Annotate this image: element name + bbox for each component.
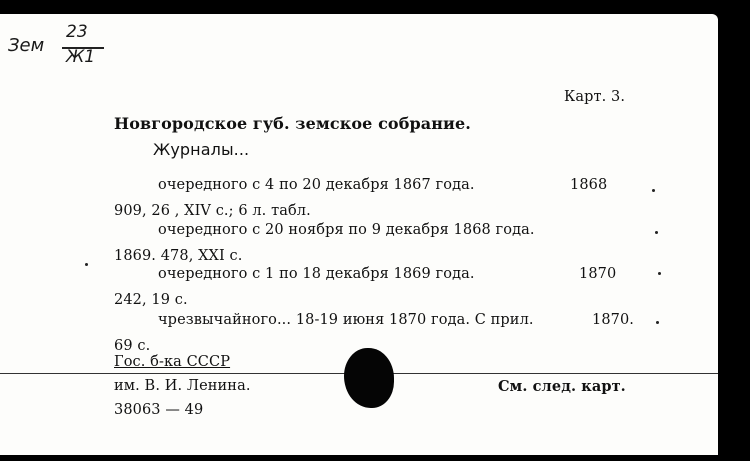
entry-4-year: 1870. <box>592 312 635 328</box>
handwritten-fraction-bottom: Ж1 <box>66 47 96 67</box>
entry-3-title: очередного с 1 по 18 декабря 1869 года. <box>158 266 475 282</box>
entry-1-year: 1868 <box>570 177 608 193</box>
ink-stamp <box>344 348 394 408</box>
catalog-card <box>0 14 718 455</box>
speck <box>656 321 659 324</box>
card-heading: Новгородское губ. земское собрание. <box>114 114 471 133</box>
see-next-card: См. след. карт. <box>498 378 626 395</box>
handwritten-fraction-top: 23 <box>66 22 88 42</box>
library-name: им. В. И. Ленина. <box>114 378 251 394</box>
entry-4-title: чрезвычайного... 18-19 июня 1870 года. С прил. <box>158 312 534 328</box>
library-label: Гос. б-ка СССР <box>114 354 231 370</box>
entry-3-extent: 242, 19 с. <box>114 292 188 308</box>
card-subheading: Журналы... <box>153 140 250 159</box>
speck <box>652 189 655 192</box>
entry-4-extent: 69 с. <box>114 338 151 354</box>
handwritten-prefix: Зем <box>8 35 45 56</box>
entry-2-extent: 1869. 478, XXI с. <box>114 248 243 264</box>
speck <box>658 272 661 275</box>
entry-3-year: 1870 <box>579 266 617 282</box>
speck <box>85 263 88 266</box>
speck <box>655 231 658 234</box>
catalog-number: 38063 — 49 <box>114 402 204 418</box>
entry-2-title: очередного с 20 ноября по 9 декабря 1868 года. <box>158 222 535 238</box>
entry-1-extent: 909, 26 , XIV с.; 6 л. табл. <box>114 203 311 219</box>
entry-1-title: очередного с 4 по 20 декабря 1867 года. <box>158 177 475 193</box>
card-number: Карт. 3. <box>564 89 626 105</box>
